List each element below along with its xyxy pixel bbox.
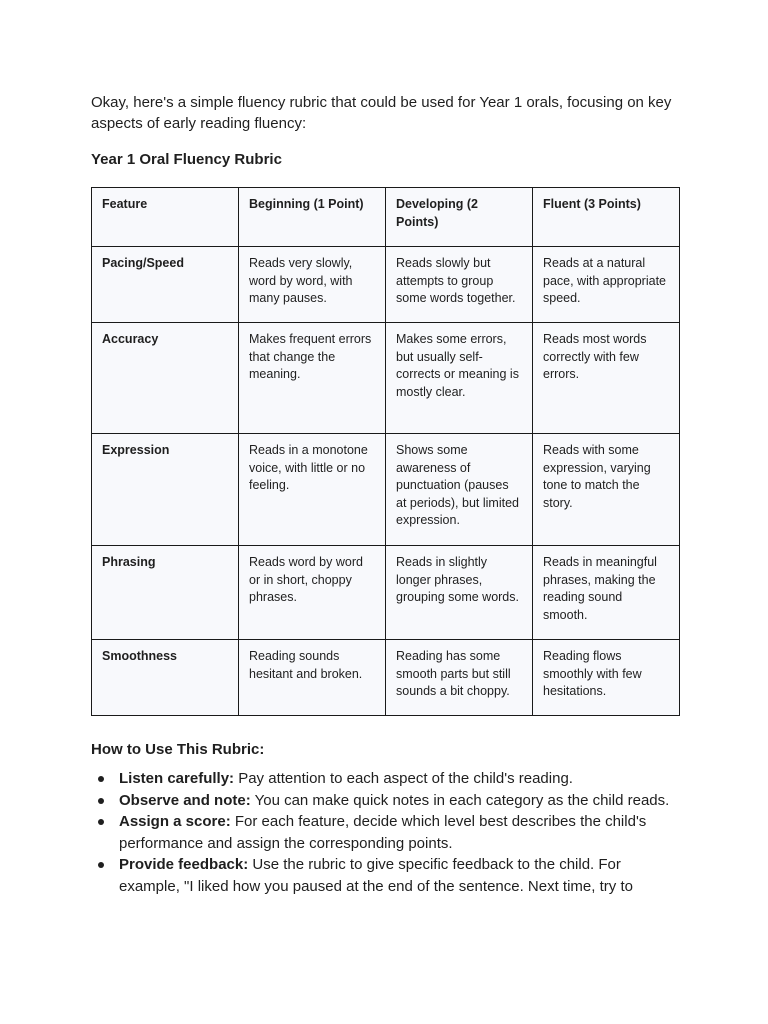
beginning-cell: Reads in a monotone voice, with little or no feeling. (239, 434, 386, 546)
bullet-icon (98, 862, 104, 868)
fluent-cell: Reads most words correctly with few errors. (533, 323, 680, 434)
rubric-title: Year 1 Oral Fluency Rubric (91, 151, 282, 168)
developing-cell: Makes some errors, but usually self-corrects or meaning is mostly clear. (386, 323, 533, 434)
table-row (92, 323, 680, 434)
list-item (91, 854, 681, 897)
step-label: Observe and note: (119, 791, 251, 809)
table-row (92, 546, 680, 640)
fluent-cell: Reads in meaningful phrases, making the reading sound smooth. (533, 546, 680, 640)
list-item (91, 768, 681, 790)
rubric-table (91, 187, 680, 716)
header-feature: Feature (92, 188, 239, 247)
developing-cell: Shows some awareness of punctuation (pauses at periods), but limited expression. (386, 434, 533, 546)
developing-cell: Reads slowly but attempts to group some words together. (386, 247, 533, 323)
feature-cell: Phrasing (92, 546, 239, 640)
howto-list (91, 768, 681, 897)
step-text: You can make quick notes in each category as the child reads. (250, 791, 670, 809)
feature-cell: Pacing/Speed (92, 247, 239, 323)
intro-paragraph: Okay, here's a simple fluency rubric that could be used for Year 1 orals, focusing on key aspects of early reading fluency: (91, 94, 672, 132)
header-fluent: Fluent (3 Points) (533, 188, 680, 247)
bullet-icon (98, 776, 104, 782)
developing-cell: Reading has some smooth parts but still sounds a bit choppy. (386, 640, 533, 716)
list-item (91, 811, 681, 854)
beginning-cell: Reads very slowly, word by word, with many pauses. (239, 247, 386, 323)
header-beginning: Beginning (1 Point) (239, 188, 386, 247)
beginning-cell: Reads word by word or in short, choppy phrases. (239, 546, 386, 640)
fluent-cell: Reads with some expression, varying tone to match the story. (533, 434, 680, 546)
header-developing: Developing (2 Points) (386, 188, 533, 247)
step-text: For each feature, decide which level best describes the child's performance and assign the corresponding points. (119, 813, 647, 852)
fluent-cell: Reads at a natural pace, with appropriate speed. (533, 247, 680, 323)
table-row (92, 247, 680, 323)
fluent-cell: Reading flows smoothly with few hesitations. (533, 640, 680, 716)
step-text: Use the rubric to give specific feedback to the child. For example, "I liked how you paused at the end of the sentence. Next time, try to (119, 856, 633, 895)
feature-cell: Expression (92, 434, 239, 546)
bullet-icon (98, 798, 104, 804)
list-item (91, 790, 681, 812)
feature-cell: Smoothness (92, 640, 239, 716)
table-row (92, 640, 680, 716)
step-label: Listen carefully: (119, 770, 235, 787)
step-text: Pay attention to each aspect of the child's reading. (234, 770, 573, 787)
howto-heading: How to Use This Rubric: (91, 741, 265, 758)
table-row (92, 434, 680, 546)
beginning-cell: Reading sounds hesitant and broken. (239, 640, 386, 716)
developing-cell: Reads in slightly longer phrases, grouping some words. (386, 546, 533, 640)
bullet-icon (98, 819, 104, 825)
step-label: Assign a score: (119, 813, 231, 830)
step-label: Provide feedback: (119, 856, 249, 873)
feature-cell: Accuracy (92, 323, 239, 434)
beginning-cell: Makes frequent errors that change the meaning. (239, 323, 386, 434)
table-header-row (92, 188, 680, 247)
